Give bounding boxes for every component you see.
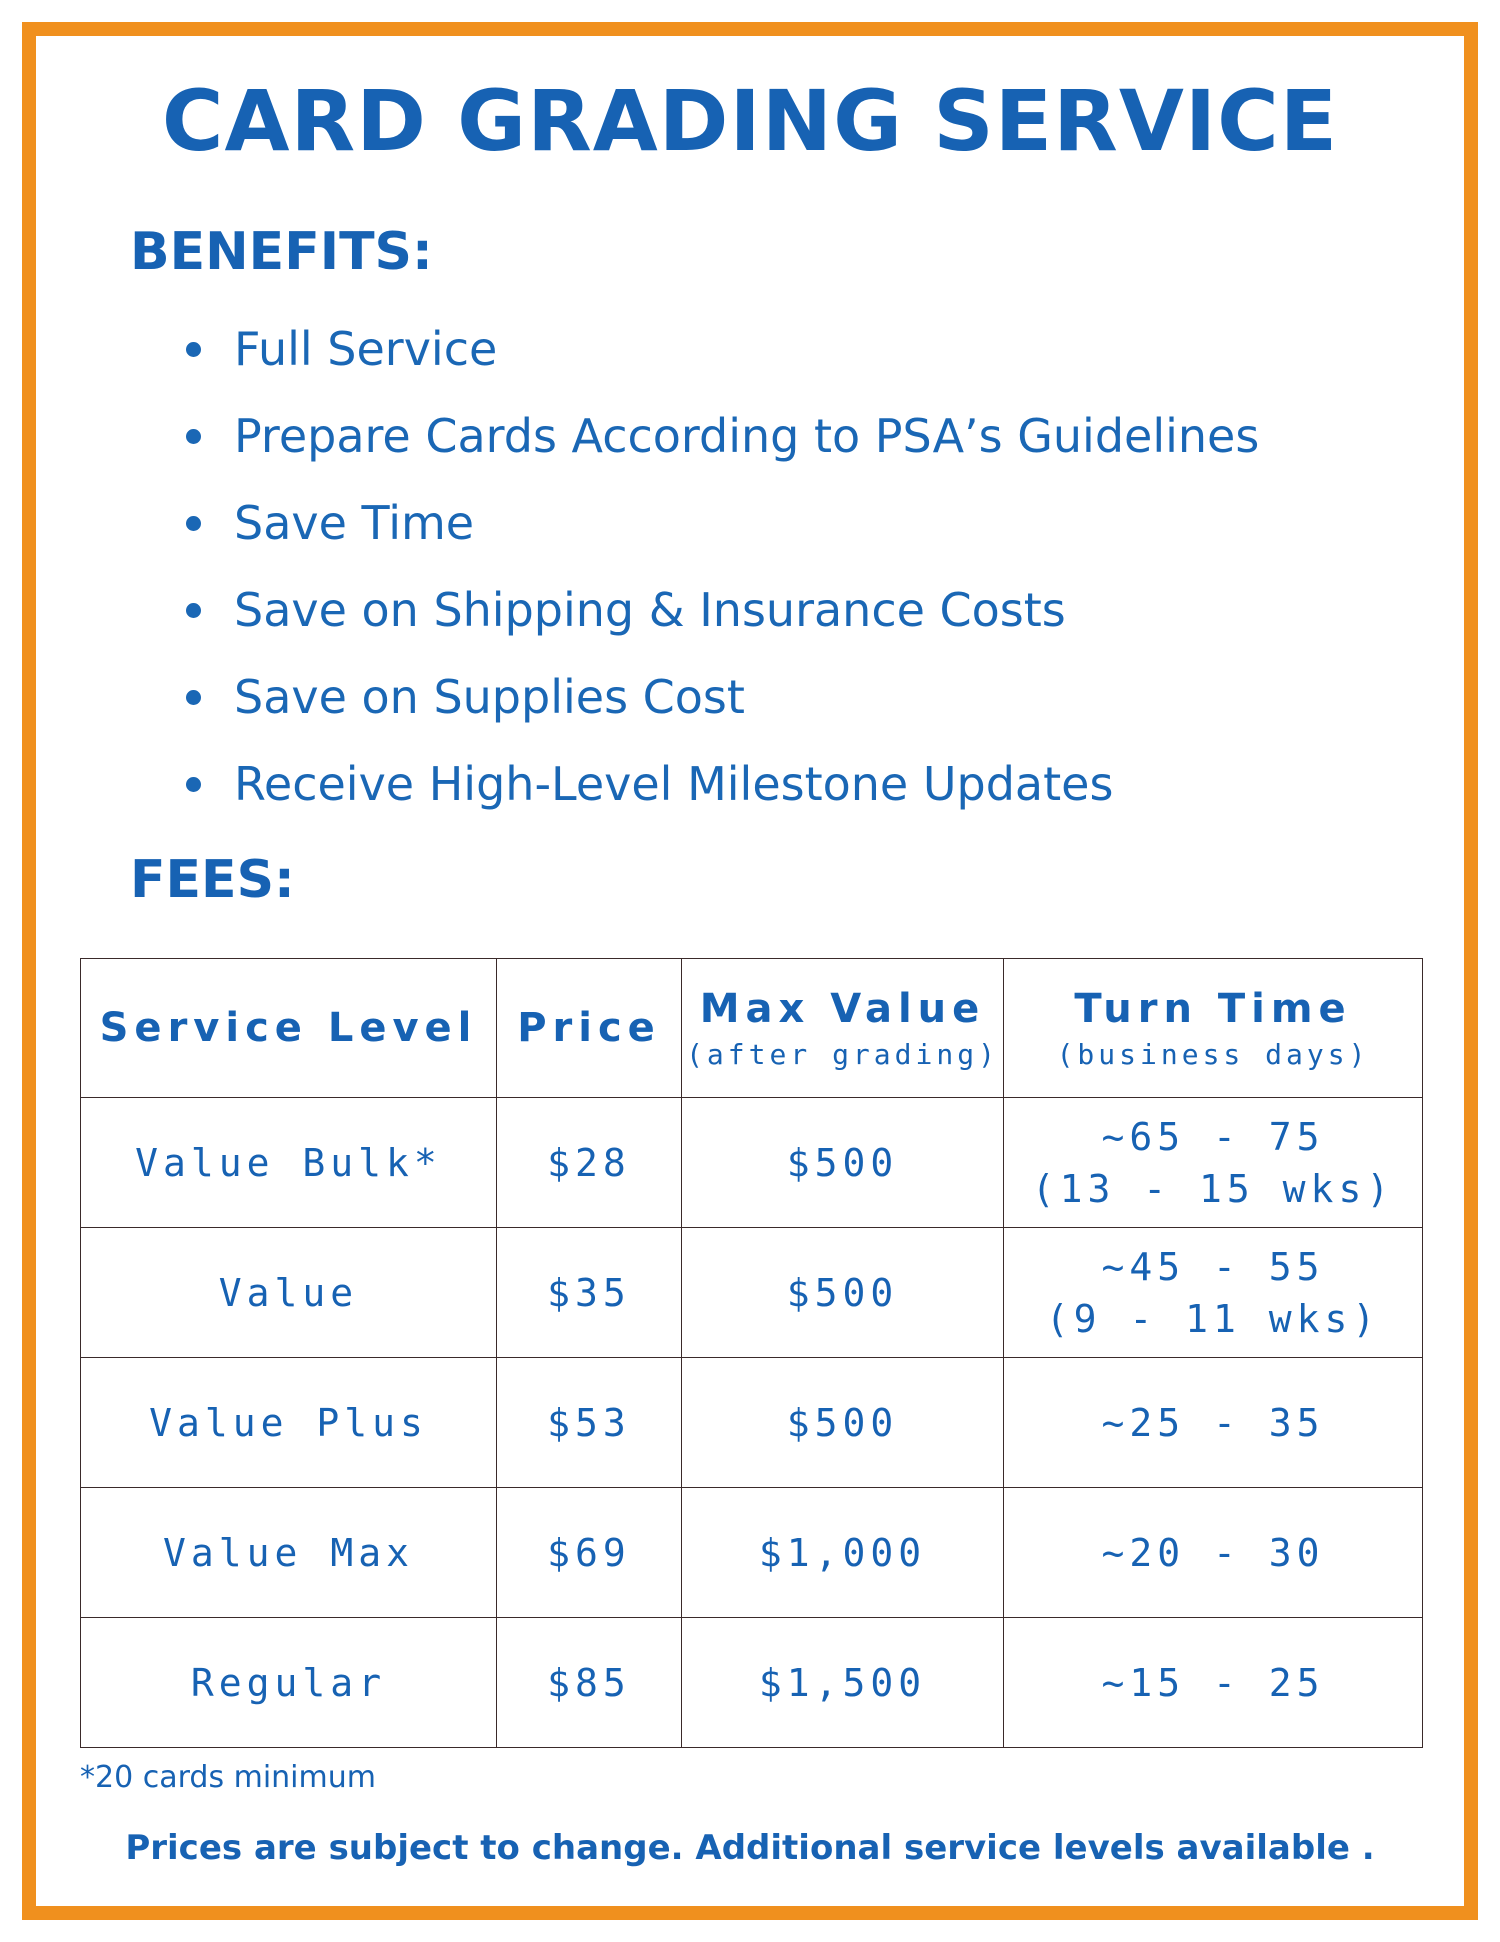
- max-value-cell: $500: [682, 1228, 1004, 1358]
- turn-time-weeks: (13 - 15 wks): [1031, 1166, 1395, 1211]
- price-cell: $53: [497, 1358, 682, 1488]
- column-header-turn-time: [1004, 959, 1423, 1098]
- table-row: [81, 1228, 1423, 1358]
- max-value-cell: $500: [682, 1358, 1004, 1488]
- benefit-text: Save on Shipping & Insurance Costs: [234, 583, 1066, 637]
- benefit-text: Prepare Cards According to PSA’s Guidelines: [234, 409, 1260, 463]
- column-header-max-value: [682, 959, 1004, 1098]
- column-header-label: Service Level: [99, 1005, 478, 1051]
- benefit-item: [168, 579, 1259, 666]
- table-row: [81, 1488, 1423, 1618]
- turn-time-cell: ~20 - 30: [1004, 1488, 1423, 1618]
- benefit-item: [168, 666, 1259, 753]
- benefit-text: Receive High-Level Milestone Updates: [234, 757, 1114, 811]
- table-row: [81, 1618, 1423, 1748]
- fees-table: [80, 958, 1423, 1748]
- benefit-item: [168, 405, 1259, 492]
- column-header-label: Max Value: [699, 985, 986, 1032]
- bullet-icon: [186, 429, 201, 444]
- page-title: CARD GRADING SERVICE: [161, 72, 1339, 170]
- benefit-text: Full Service: [234, 322, 498, 376]
- column-header-label: Turn Time: [1074, 985, 1352, 1032]
- benefit-text: Save Time: [234, 496, 475, 550]
- price-cell: $85: [497, 1618, 682, 1748]
- max-value-cell: $1,500: [682, 1618, 1004, 1748]
- column-header-label: Price: [517, 1005, 661, 1051]
- column-header-sublabel: (business days): [1056, 1037, 1370, 1071]
- benefit-item: [168, 492, 1259, 579]
- column-header-price: [497, 959, 682, 1098]
- table-row: [81, 1098, 1423, 1228]
- footnote: *20 cards minimum: [80, 1760, 376, 1795]
- max-value-cell: $1,000: [682, 1488, 1004, 1618]
- service-level-cell: Value: [81, 1228, 497, 1358]
- bullet-icon: [186, 516, 201, 531]
- bullet-icon: [186, 603, 201, 618]
- turn-time-cell: ~25 - 35: [1004, 1358, 1423, 1488]
- benefit-item: [168, 318, 1259, 405]
- turn-time-weeks: (9 - 11 wks): [1045, 1296, 1381, 1341]
- bullet-icon: [186, 777, 201, 792]
- price-cell: $28: [497, 1098, 682, 1228]
- table-header-row: [81, 959, 1423, 1098]
- turn-time-cell: [1004, 1098, 1423, 1228]
- turn-time-days: ~45 - 55: [1101, 1244, 1325, 1289]
- max-value-cell: $500: [682, 1098, 1004, 1228]
- benefit-list: [168, 318, 1259, 840]
- service-level-cell: Value Bulk*: [81, 1098, 497, 1228]
- turn-time-cell: [1004, 1228, 1423, 1358]
- fees-heading: FEES:: [130, 850, 295, 910]
- benefit-text: Save on Supplies Cost: [234, 670, 745, 724]
- bullet-icon: [186, 342, 201, 357]
- benefit-item: [168, 753, 1259, 840]
- price-cell: $35: [497, 1228, 682, 1358]
- column-header-service-level: [81, 959, 497, 1098]
- service-level-cell: Value Max: [81, 1488, 497, 1618]
- column-header-sublabel: (after grading): [686, 1037, 999, 1071]
- service-level-cell: Value Plus: [81, 1358, 497, 1488]
- turn-time-cell: ~15 - 25: [1004, 1618, 1423, 1748]
- benefits-heading: BENEFITS:: [130, 222, 433, 282]
- price-cell: $69: [497, 1488, 682, 1618]
- service-level-cell: Regular: [81, 1618, 497, 1748]
- turn-time-days: ~65 - 75: [1101, 1114, 1325, 1159]
- bullet-icon: [186, 690, 201, 705]
- disclaimer: Prices are subject to change. Additional service levels available .: [125, 1828, 1375, 1868]
- table-row: [81, 1358, 1423, 1488]
